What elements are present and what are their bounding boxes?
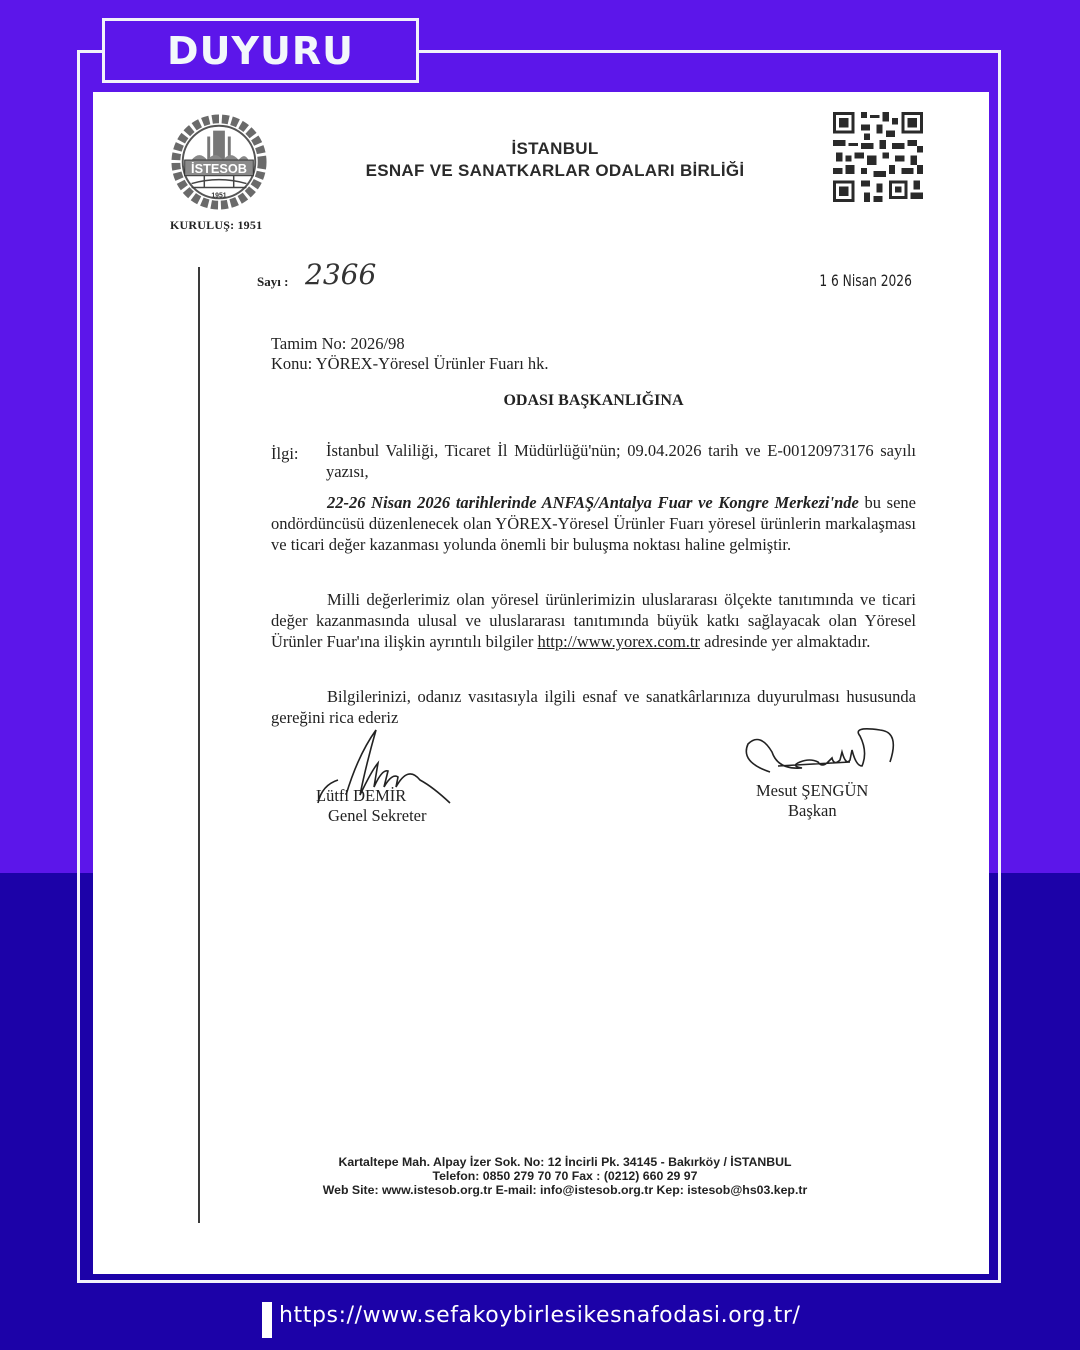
letter-document <box>93 92 989 1274</box>
paragraph-2-end: adresinde yer almaktadır. <box>700 632 871 651</box>
reference-text: İstanbul Valiliği, Ticaret İl Müdürlüğü'nün; 09.04.2026 tarih ve E-00120973176 sayılı yazısı, <box>326 441 916 481</box>
organization-name <box>300 138 810 182</box>
reference-label: İlgi: <box>271 444 299 463</box>
addressee-heading: ODASI BAŞKANLIĞINA <box>503 392 684 409</box>
signer-right-title: Başkan <box>788 801 837 820</box>
letter-date: 1 6 Nisan 2026 <box>819 271 912 290</box>
subject: Konu: YÖREX-Yöresel Ürünler Fuarı hk. <box>271 354 549 373</box>
paragraph-2-start: Milli değerlerimiz olan yöresel ürünlerimizin uluslararası ölçekte tanıtımında ve ticari değer kazanmasında ulusal ve uluslararası tanıtımında büyük katkı sağlayacak olan Yöresel Ürünler Fuar'ına ilişkin ayrıntılı bilgiler <box>271 590 916 651</box>
footer-phone: Telefon: 0850 279 70 70 Fax : (0212) 660 29 97 <box>432 1169 698 1183</box>
paragraph-1-emphasis: 22-26 Nisan 2026 tarihlerinde ANFAŞ/Antalya Fuar ve Kongre Merkezi'nde <box>327 493 859 512</box>
signer-right-name: Mesut ŞENGÜN <box>756 781 869 800</box>
yorex-link[interactable]: http://www.yorex.com.tr <box>537 632 700 651</box>
logo-year: 1951 <box>211 192 227 200</box>
footer-address: Kartaltepe Mah. Alpay İzer Sok. No: 12 İncirli Pk. 34145 - Bakırköy / İSTANBUL <box>338 1155 792 1169</box>
paragraph-2 <box>271 589 916 652</box>
istesob-logo <box>170 113 268 211</box>
paragraph-1 <box>271 492 916 555</box>
announcement-tag <box>102 18 419 83</box>
paragraph-3: Bilgilerinizi, odanız vasıtasıyla ilgili esnaf ve sanatkârlarınıza duyurulması hususunda gereğini rica ederiz <box>271 687 916 727</box>
reference-number: 2366 <box>305 258 377 291</box>
reference-number-label <box>257 274 288 290</box>
qr-code[interactable] <box>829 112 927 202</box>
signer-left-title: Genel Sekreter <box>328 806 427 825</box>
sayi-colon: : <box>284 274 289 289</box>
footer-web: Web Site: www.istesob.org.tr E-mail: info@istesob.org.tr Kep: istesob@hs03.kep.tr <box>322 1183 808 1197</box>
org-full-name: ESNAF VE SANATKARLAR ODALARI BİRLİĞİ <box>365 161 745 180</box>
signer-left-name: Lütfi DEMİR <box>316 786 407 805</box>
paragraph-1-text: bu sene ondördüncüsü düzenlenecek olan YÖREX-Yöresel Ürünler Fuarı yöresel ürünlerin markalaşması ve ticari değer kazanması yolunda önemli bir buluşma noktası haline gelmiştir. <box>271 493 916 554</box>
url-accent-bar <box>262 1302 272 1338</box>
founded-label: KURULUŞ: 1951 <box>170 218 263 232</box>
margin-rule <box>198 267 200 1223</box>
circular-number: Tamim No: 2026/98 <box>271 334 405 353</box>
letter-footer <box>270 1155 860 1197</box>
org-city: İSTANBUL <box>511 139 599 158</box>
signature-right <box>740 722 905 784</box>
sayi-label-text: Sayı <box>257 274 281 289</box>
website-url[interactable]: https://www.sefakoybirlesikesnafodasi.org.tr/ <box>279 1303 801 1328</box>
logo-text: İSTESOB <box>191 160 247 176</box>
announcement-tag-label: DUYURU <box>167 28 354 73</box>
